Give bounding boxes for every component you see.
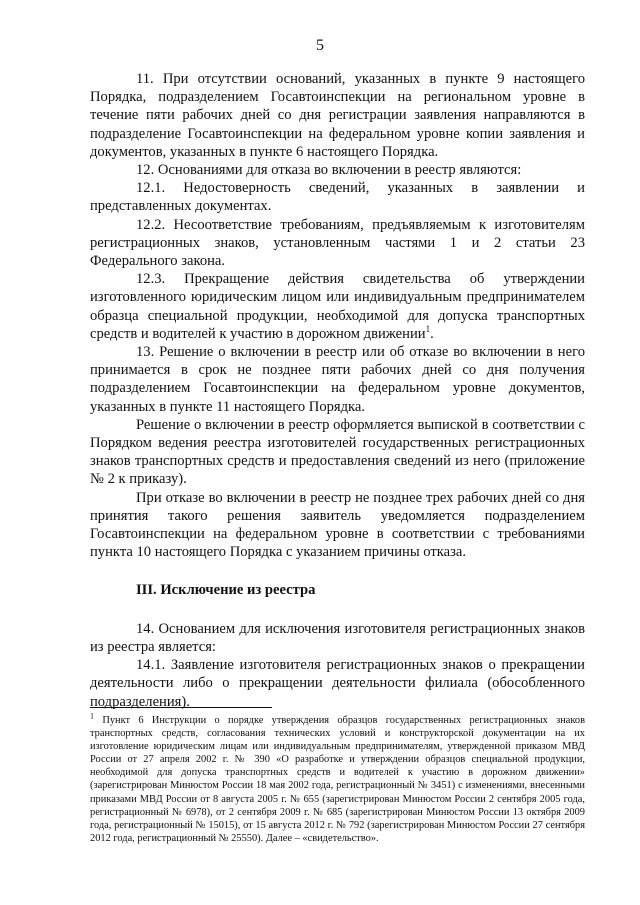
paragraph-12-3: 12.3. Прекращение действия свидетельства об утверждении изготовленного юридическим лицом или индивидуальным предпринимателем образца специальной продукции, необходимой для допуска транспортных средств и водителей к участию в дорожном движении$^1$. (90, 271, 585, 342)
paragraph-12-3-text: 12.3. Прекращение действия свидетельства об утверждении изготовленного юридическим лицом или индивидуальным предпринимателем образца специальной продукции, необходимой для допуска транспортных средств и водителей к участию в дорожном движении (90, 271, 585, 342)
footnote (90, 711, 585, 845)
paragraph-12-1: 12.1. Недостоверность сведений, указанных в заявлении и представленных документах. (90, 180, 585, 215)
footnote-reference: 1 (425, 323, 431, 334)
paragraph-12-2: 12.2. Несоответствие требованиям, предъявляемым к изготовителям регистрационных знаков, установленным частями 1 и 2 статьи 23 Федерального закона. (90, 216, 585, 270)
page-number: 5 (316, 37, 324, 54)
paragraph-11: 11. При отсутствии оснований, указанных в пункте 9 настоящего Порядка, подразделением Госавтоинспекции на региональном уровне в течение пяти рабочих дней со дня регистрации заявления направляются в подразделение Госавтоинспекции на федеральном уровне копии заявления и документов, указанных в пункте 6 настоящего Порядка. (90, 71, 585, 160)
paragraph-refusal: При отказе во включении в реестр не позднее трех рабочих дней со дня принятия такого решения заявитель уведомляется подразделением Госавтоинспекции на федеральном уровне в соответствии с требованиями пункта 10 настоящего Порядка с указанием причины отказа. (90, 489, 585, 561)
paragraph-13: 13. Решение о включении в реестр или об отказе во включении в него принимается в срок не позднее пяти рабочих дней со дня получения подразделением Госавтоинспекции на федеральном уровне документов, указанных в пункте 11 настоящего Порядка. (90, 344, 585, 415)
paragraph-12: 12. Основаниями для отказа во включении в реестр являются: (136, 162, 522, 179)
paragraph-decision: Решение о включении в реестр оформляется выпиской в соответствии с Порядком ведения реестра изготовителей государственных регистрационных знаков транспортных средств и предоставления сведений из него (приложение № 2 к приказу). (90, 416, 585, 488)
paragraph-14: 14. Основанием для исключения изготовителя регистрационных знаков из реестра является: (90, 620, 585, 655)
footnote-text: Пункт 6 Инструкции о порядке утверждения образцов государственных регистрационных знаков транспортных средств, согласования технических условий и конструкторской документации на их изготовление юридическим лицам или индивидуальным предпринимателям, утвержденной приказом МВД России от 27 апреля 2002 г. № 390 «О разработке и утверждении образцов специальной продукции, необходимой для допуска транспортных средств и водителей к участию в дорожном движении» (зарегистрирован Минюстом России 18 мая 2002 года, регистрационный № 3451) с изменениями, внесенными приказами МВД России от 8 августа 2005 г. № 655 (зарегистрирован Минюстом России 2 сентября 2005 года, регистрационный № 6978), от 2 сентября 2009 г. № 685 (зарегистрирован Минюстом России 13 октября 2009 года, регистрационный № 15015), от 15 августа 2012 г. № 792 (зарегистрирован Минюстом России 27 сентября 2012 года, регистрационный № 25550). Далее – «свидетельство». (90, 715, 585, 844)
section-heading: III. Исключение из реестра (136, 582, 316, 599)
main-text (90, 70, 585, 711)
footnote-divider (90, 707, 272, 708)
paragraph-14-1: 14.1. Заявление изготовителя регистрационных знаков о прекращении деятельности либо о прекращении деятельности филиала (обособленного подразделения). (90, 657, 585, 710)
footnote-mark: 1 (90, 711, 94, 721)
